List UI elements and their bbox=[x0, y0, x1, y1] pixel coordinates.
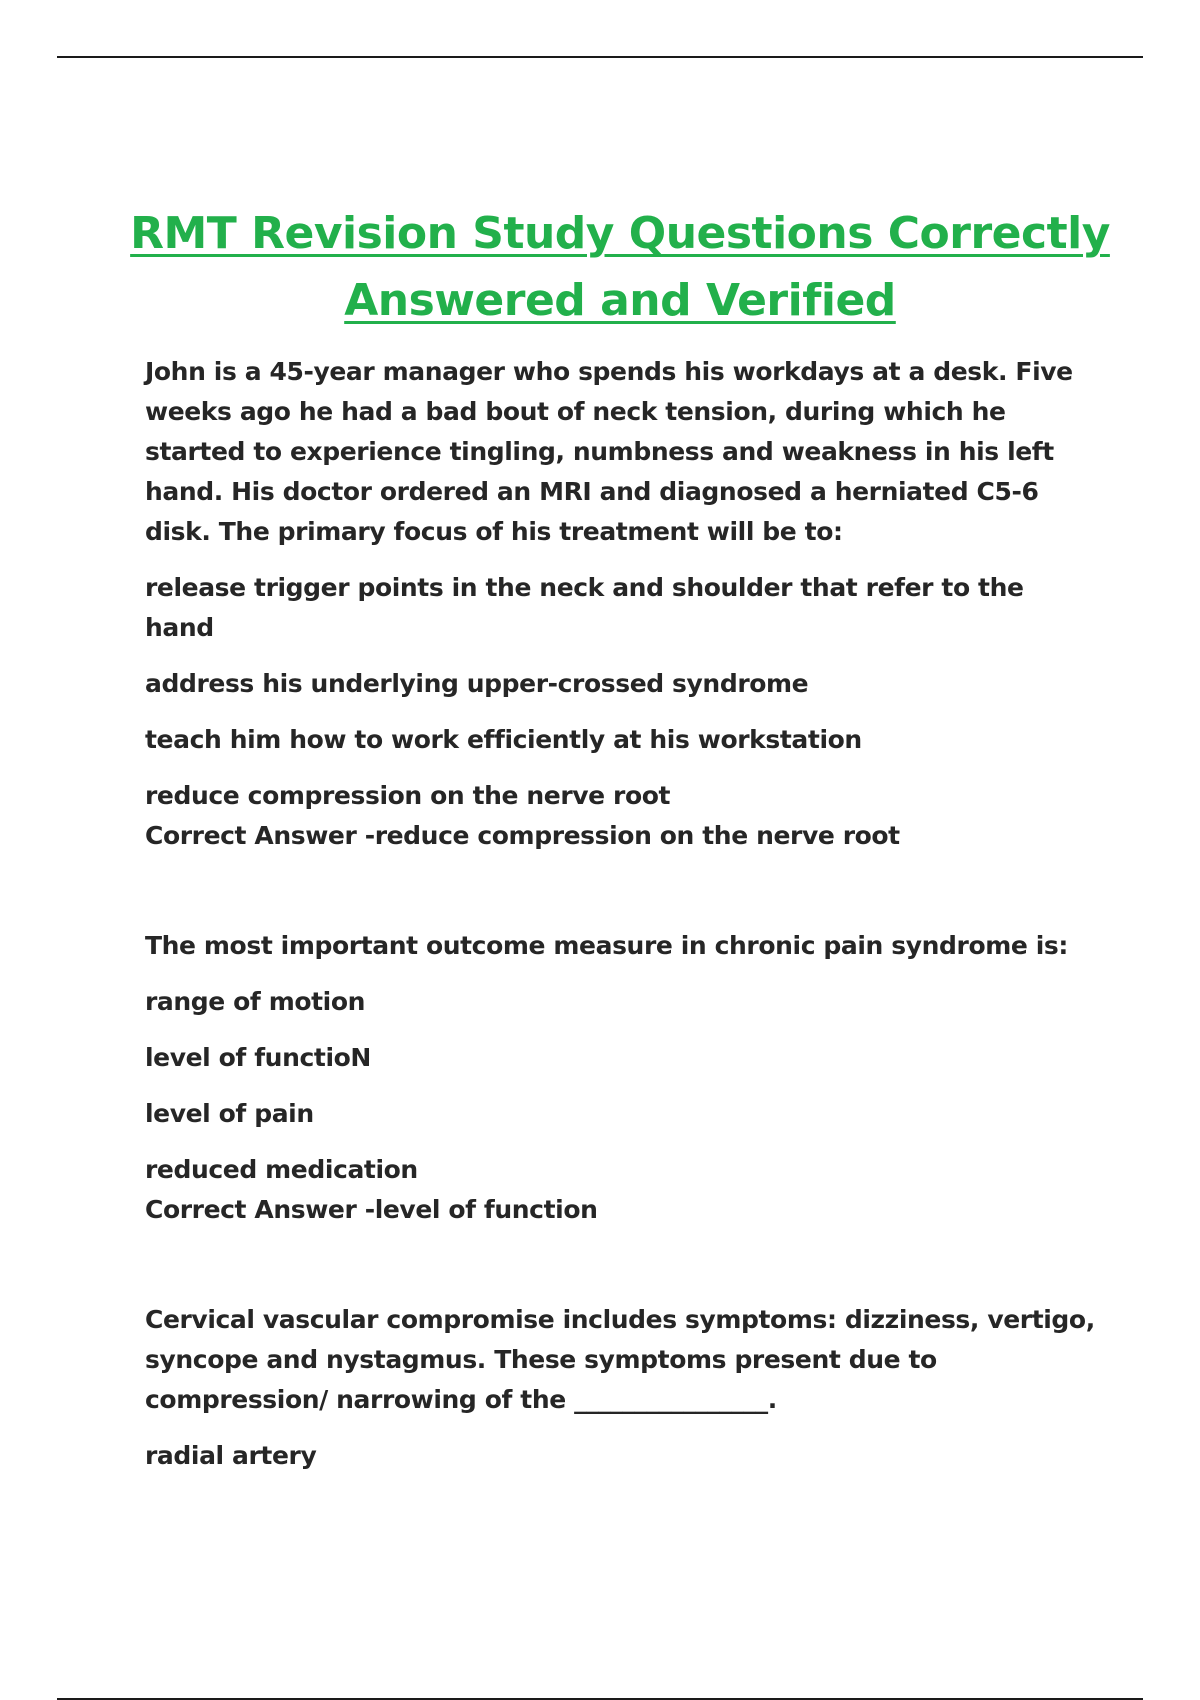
header-rule bbox=[57, 56, 1143, 58]
correct-answer: Correct Answer -level of function bbox=[145, 1195, 598, 1224]
answer-option: level of pain bbox=[145, 1099, 314, 1128]
answer-option: reduced medication bbox=[145, 1155, 418, 1184]
question-3 bbox=[145, 1300, 1095, 1476]
question-1 bbox=[145, 352, 1095, 856]
document-title: RMT Revision Study Questions Correctly Answered and Verified bbox=[130, 208, 1110, 326]
question-stem: John is a 45-year manager who spends his workdays at a desk. Five weeks ago he had a bad bout of neck tension, during which he started to experience tingling, numbness and weakness in his left hand. His doctor ordered an MRI and diagnosed a herniated C5-6 disk. The primary focus of his treatment will be to: bbox=[145, 357, 1073, 546]
correct-answer: Correct Answer -reduce compression on the nerve root bbox=[145, 821, 900, 850]
answer-option: level of functioN bbox=[145, 1043, 371, 1072]
answer-option: range of motion bbox=[145, 987, 366, 1016]
answer-option: radial artery bbox=[145, 1441, 317, 1470]
answer-option: address his underlying upper-crossed syndrome bbox=[145, 669, 809, 698]
question-stem: Cervical vascular compromise includes symptoms: dizziness, vertigo, syncope and nystagmus. These symptoms present due to compression/ narrowing of the ________________. bbox=[145, 1305, 1095, 1414]
document-body bbox=[145, 352, 1095, 1476]
question-2 bbox=[145, 926, 1095, 1230]
answer-option: release trigger points in the neck and shoulder that refer to the hand bbox=[145, 573, 1024, 642]
question-stem: The most important outcome measure in chronic pain syndrome is: bbox=[145, 931, 1068, 960]
answer-option: reduce compression on the nerve root bbox=[145, 781, 671, 810]
answer-option: teach him how to work efficiently at his workstation bbox=[145, 725, 862, 754]
